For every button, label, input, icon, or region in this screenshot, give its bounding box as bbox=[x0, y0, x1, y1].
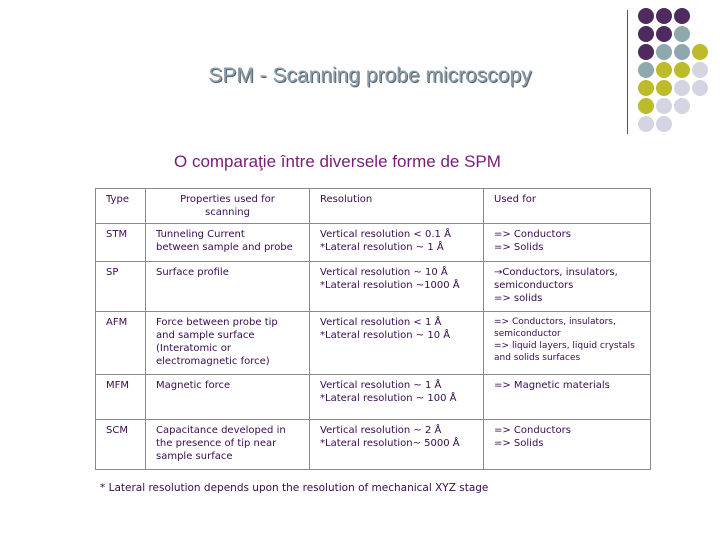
header-resolution: Resolution bbox=[310, 189, 484, 224]
cell-used-for-line: => solids bbox=[494, 293, 543, 305]
table-row bbox=[96, 311, 651, 374]
header-type: Type bbox=[96, 189, 146, 224]
slide-title: SPM - Scanning probe microscopy bbox=[208, 64, 532, 87]
cell-resolution-line: Vertical resolution ~ 1 Å bbox=[320, 379, 442, 391]
cell-properties-line: between sample and probe bbox=[156, 242, 293, 253]
decorative-dot bbox=[638, 8, 654, 24]
cell-resolution bbox=[310, 420, 484, 470]
cell-properties-line: the presence of tip near bbox=[156, 438, 277, 450]
cell-properties bbox=[146, 374, 310, 419]
cell-used-for-line: => Conductors bbox=[494, 425, 571, 437]
footnote: * Lateral resolution depends upon the resolution of mechanical XYZ stage bbox=[100, 482, 489, 494]
cell-used-for-line: => Solids bbox=[494, 438, 544, 450]
cell-used-for-line: and solids surfaces bbox=[494, 352, 581, 363]
cell-resolution bbox=[310, 224, 484, 262]
slide-subtitle: O comparaţie între diversele forme de SPM bbox=[174, 152, 501, 171]
cell-resolution bbox=[310, 311, 484, 374]
cell-type: SP bbox=[96, 262, 146, 312]
cell-used-for-line: semiconductors bbox=[494, 280, 574, 292]
cell-properties bbox=[146, 262, 310, 312]
cell-properties-line: Force between probe tip bbox=[156, 316, 278, 328]
table-header-row bbox=[96, 189, 651, 224]
table-row bbox=[96, 374, 651, 419]
decorative-dot bbox=[674, 98, 690, 114]
cell-used-for-line: →Conductors, insulators, bbox=[494, 267, 618, 279]
cell-type: MFM bbox=[96, 374, 146, 419]
cell-properties-line: Tunneling Current bbox=[156, 229, 245, 240]
table-row bbox=[96, 224, 651, 262]
decorative-dot bbox=[638, 26, 654, 42]
decorative-dot bbox=[656, 98, 672, 114]
cell-resolution bbox=[310, 374, 484, 419]
decorative-dot bbox=[674, 26, 690, 42]
cell-properties bbox=[146, 311, 310, 374]
cell-used-for-line: => Magnetic materials bbox=[494, 379, 610, 391]
cell-properties-line: (Interatomic or bbox=[156, 342, 231, 354]
table-body bbox=[96, 224, 651, 470]
cell-resolution-line: *Lateral resolution ~ 1 Å bbox=[320, 242, 444, 253]
header-used-for: Used for bbox=[484, 189, 651, 224]
cell-used-for bbox=[484, 420, 651, 470]
cell-type: AFM bbox=[96, 311, 146, 374]
cell-resolution-line: *Lateral resolution~ 5000 Å bbox=[320, 438, 460, 450]
cell-resolution-line: Vertical resolution < 1 Å bbox=[320, 316, 442, 328]
cell-properties-line: Magnetic force bbox=[156, 379, 231, 391]
decorative-dot bbox=[656, 26, 672, 42]
cell-used-for bbox=[484, 224, 651, 262]
decorative-dot bbox=[674, 44, 690, 60]
cell-resolution-line: Vertical resolution < 0.1 Å bbox=[320, 229, 451, 240]
table-row bbox=[96, 420, 651, 470]
cell-used-for-line: => Conductors, insulators, bbox=[494, 316, 616, 327]
cell-used-for-line: => Conductors bbox=[494, 229, 571, 240]
cell-resolution-line: Vertical resolution ~ 10 Å bbox=[320, 267, 448, 279]
decorative-dot bbox=[638, 98, 654, 114]
cell-used-for-line: semiconductor bbox=[494, 328, 561, 339]
header-properties bbox=[146, 189, 310, 224]
header-properties-line: Properties used for bbox=[180, 194, 275, 205]
decorative-dot bbox=[656, 8, 672, 24]
cell-properties-line: and sample surface bbox=[156, 329, 255, 341]
cell-resolution-line: *Lateral resolution ~1000 Å bbox=[320, 280, 460, 292]
cell-type: STM bbox=[96, 224, 146, 262]
cell-used-for-line: => liquid layers, liquid crystals bbox=[494, 340, 635, 351]
decorative-dot bbox=[692, 44, 708, 60]
cell-type: SCM bbox=[96, 420, 146, 470]
cell-resolution bbox=[310, 262, 484, 312]
spm-comparison-table bbox=[95, 188, 651, 470]
cell-used-for bbox=[484, 262, 651, 312]
cell-used-for bbox=[484, 311, 651, 374]
cell-resolution-line: Vertical resolution ~ 2 Å bbox=[320, 425, 442, 437]
table-row bbox=[96, 262, 651, 312]
cell-properties bbox=[146, 420, 310, 470]
cell-properties bbox=[146, 224, 310, 262]
cell-used-for-line: => Solids bbox=[494, 242, 544, 253]
header-properties-line: scanning bbox=[205, 207, 250, 218]
cell-resolution-line: *Lateral resolution ~ 10 Å bbox=[320, 329, 451, 341]
cell-properties-line: Capacitance developed in bbox=[156, 425, 286, 437]
cell-properties-line: sample surface bbox=[156, 451, 233, 463]
cell-properties-line: Surface profile bbox=[156, 267, 229, 279]
cell-properties-line: electromagnetic force) bbox=[156, 355, 270, 367]
cell-used-for bbox=[484, 374, 651, 419]
decorative-dot bbox=[656, 116, 672, 132]
decorative-dot bbox=[638, 116, 654, 132]
decorative-dot bbox=[638, 44, 654, 60]
decorative-dot bbox=[674, 8, 690, 24]
cell-resolution-line: *Lateral resolution ~ 100 Å bbox=[320, 392, 457, 404]
decorative-dot bbox=[656, 44, 672, 60]
